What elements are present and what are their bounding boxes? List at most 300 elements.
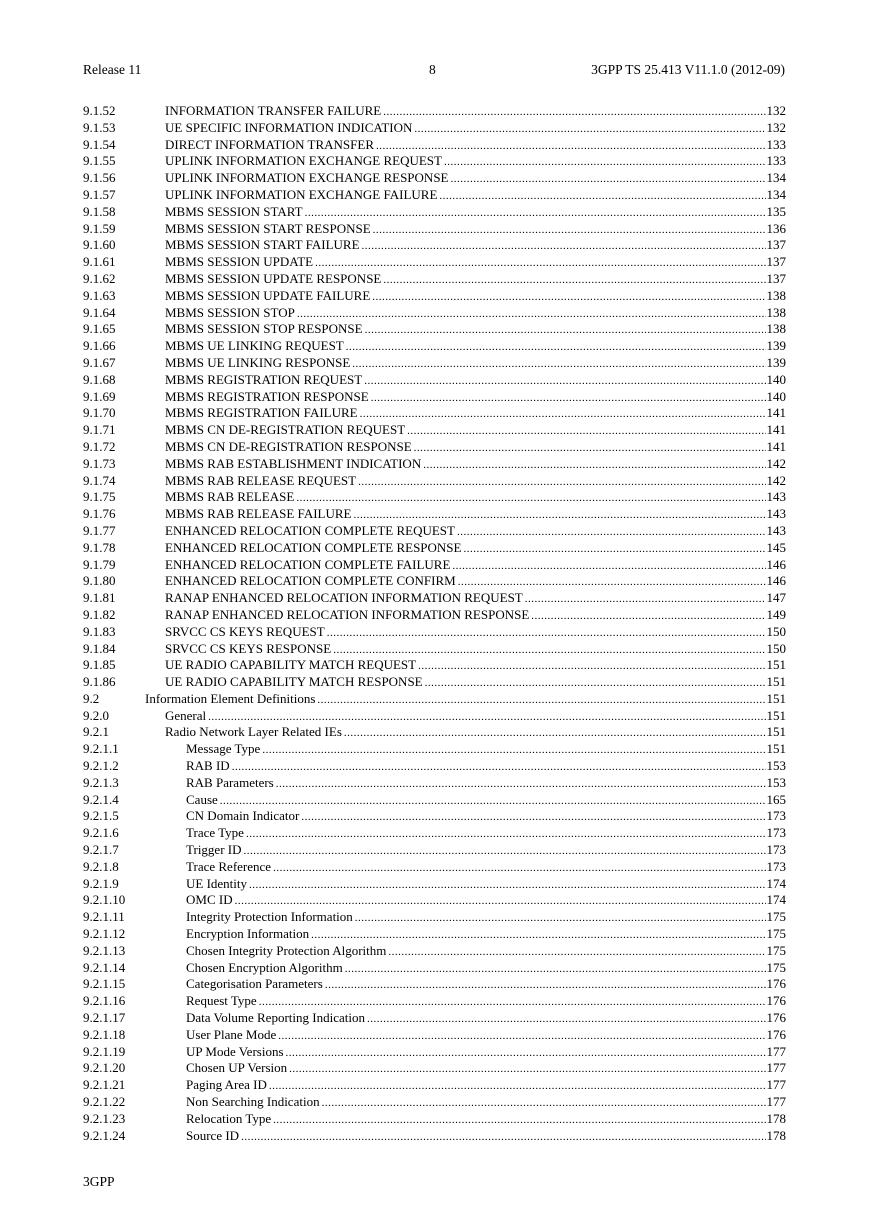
toc-section-title: MBMS CN DE-REGISTRATION REQUEST [165, 422, 406, 438]
spec-identifier: 3GPP TS 25.413 V11.1.0 (2012-09) [591, 62, 785, 77]
toc-dot-leader [315, 255, 765, 272]
toc-entry[interactable] [83, 355, 786, 372]
toc-section-title: Paging Area ID [186, 1077, 267, 1093]
toc-entry[interactable] [83, 338, 786, 355]
toc-page-number: 175 [766, 959, 786, 975]
toc-section-number: 9.1.54 [83, 136, 116, 152]
toc-section-title: RAB Parameters [186, 774, 274, 790]
toc-entry[interactable] [83, 439, 786, 456]
toc-entry[interactable] [83, 842, 786, 859]
toc-dot-leader [208, 709, 765, 726]
toc-page-number: 139 [766, 354, 786, 370]
toc-dot-leader [418, 658, 765, 675]
toc-section-title: RAB ID [186, 758, 230, 774]
toc-page-number: 176 [766, 993, 786, 1009]
toc-entry[interactable] [83, 473, 786, 490]
toc-page-number: 153 [766, 758, 786, 774]
toc-dot-leader [439, 188, 765, 205]
toc-page-number: 135 [766, 203, 786, 219]
toc-dot-leader [383, 104, 765, 121]
toc-dot-leader [241, 1129, 765, 1146]
toc-dot-leader [249, 877, 765, 894]
toc-entry[interactable] [83, 808, 786, 825]
toc-entry[interactable] [83, 607, 786, 624]
toc-section-number: 9.2.1.23 [83, 1110, 126, 1126]
toc-entry[interactable] [83, 1094, 786, 1111]
toc-page-number: 141 [766, 422, 786, 438]
toc-section-number: 9.1.85 [83, 657, 116, 673]
toc-dot-leader [367, 1011, 766, 1028]
toc-section-number: 9.1.81 [83, 590, 116, 606]
toc-section-title: UE RADIO CAPABILITY MATCH REQUEST [165, 657, 417, 673]
toc-dot-leader [333, 642, 765, 659]
toc-page-number: 140 [766, 388, 786, 404]
toc-page-number: 132 [766, 103, 786, 118]
toc-dot-leader [362, 238, 766, 255]
toc-entry[interactable] [83, 153, 786, 170]
toc-dot-leader [451, 171, 766, 188]
toc-section-title: INFORMATION TRANSFER FAILURE [165, 103, 382, 118]
toc-page-number: 173 [766, 842, 786, 858]
toc-page-number: 138 [766, 287, 786, 303]
toc-section-number: 9.1.74 [83, 472, 116, 488]
toc-dot-leader [364, 373, 765, 390]
toc-section-number: 9.2.1.11 [83, 909, 125, 925]
toc-section-number: 9.1.77 [83, 522, 116, 538]
toc-section-title: MBMS REGISTRATION FAILURE [165, 405, 358, 421]
toc-section-title: UPLINK INFORMATION EXCHANGE REQUEST [165, 153, 442, 169]
toc-page-number: 174 [766, 875, 786, 891]
toc-page-number: 151 [766, 741, 786, 757]
toc-dot-leader [327, 625, 766, 642]
toc-entry[interactable] [83, 305, 786, 322]
toc-page-number: 173 [766, 825, 786, 841]
toc-section-number: 9.1.83 [83, 623, 116, 639]
toc-dot-leader [458, 574, 766, 591]
toc-section-number: 9.2.1.16 [83, 993, 126, 1009]
toc-entry[interactable] [83, 892, 786, 909]
toc-page-number: 143 [766, 522, 786, 538]
toc-entry[interactable] [83, 288, 786, 305]
toc-section-number: 9.1.63 [83, 287, 116, 303]
toc-dot-leader [525, 591, 766, 608]
toc-entry[interactable] [83, 825, 786, 842]
toc-page-number: 178 [766, 1127, 786, 1143]
toc-dot-leader [373, 222, 766, 239]
toc-entry[interactable] [83, 674, 786, 691]
toc-dot-leader [246, 826, 766, 843]
toc-dot-leader [414, 121, 765, 138]
release-label: Release 11 [83, 62, 142, 77]
toc-section-number: 9.2.1 [83, 724, 109, 740]
toc-dot-leader [425, 675, 766, 692]
toc-section-title: Trigger ID [186, 842, 242, 858]
toc-dot-leader [365, 322, 766, 339]
toc-entry[interactable] [83, 1027, 786, 1044]
toc-section-number: 9.2.1.22 [83, 1094, 126, 1110]
toc-dot-leader [344, 725, 766, 742]
toc-dot-leader [360, 406, 766, 423]
toc-dot-leader [352, 356, 765, 373]
toc-page-number: 141 [766, 438, 786, 454]
toc-page-number: 139 [766, 338, 786, 354]
toc-dot-leader [269, 1078, 766, 1095]
toc-section-number: 9.1.65 [83, 321, 116, 337]
toc-page-number: 136 [766, 220, 786, 236]
toc-page-number: 143 [766, 489, 786, 505]
toc-page-number: 175 [766, 909, 786, 925]
toc-entry[interactable] [83, 741, 786, 758]
toc-section-title: MBMS UE LINKING REQUEST [165, 338, 344, 354]
toc-section-number: 9.1.76 [83, 506, 116, 522]
toc-dot-leader [278, 1028, 765, 1045]
toc-page-number: 173 [766, 808, 786, 824]
toc-section-number: 9.1.64 [83, 304, 116, 320]
toc-entry[interactable] [83, 103, 786, 120]
toc-section-number: 9.2.1.12 [83, 926, 126, 942]
toc-section-title: Source ID [186, 1127, 240, 1143]
toc-dot-leader [297, 306, 766, 323]
toc-entry[interactable] [83, 557, 786, 574]
toc-dot-leader [317, 692, 765, 709]
toc-section-number: 9.1.59 [83, 220, 116, 236]
toc-section-number: 9.1.57 [83, 186, 116, 202]
toc-section-title: Radio Network Layer Related IEs [165, 724, 342, 740]
toc-entry[interactable] [83, 775, 786, 792]
toc-section-number: 9.1.55 [83, 153, 116, 169]
toc-section-title: MBMS RAB RELEASE REQUEST [165, 472, 357, 488]
toc-section-number: 9.2.1.19 [83, 1043, 126, 1059]
toc-page-number: 146 [766, 556, 786, 572]
toc-section-title: MBMS REGISTRATION RESPONSE [165, 388, 369, 404]
toc-page-number: 147 [766, 590, 786, 606]
toc-dot-leader [345, 961, 766, 978]
toc-section-title: SRVCC CS KEYS REQUEST [165, 623, 325, 639]
toc-entry[interactable] [83, 254, 786, 271]
toc-section-number: 9.1.58 [83, 203, 116, 219]
toc-section-number: 9.1.84 [83, 640, 116, 656]
toc-section-number: 9.1.70 [83, 405, 116, 421]
toc-section-title: Information Element Definitions [145, 690, 316, 706]
toc-dot-leader [383, 272, 765, 289]
toc-page-number: 133 [766, 136, 786, 152]
toc-dot-leader [286, 1045, 766, 1062]
toc-entry[interactable] [83, 976, 786, 993]
toc-section-number: 9.2.1.17 [83, 1010, 126, 1026]
toc-section-title: Data Volume Reporting Indication [186, 1010, 365, 1026]
toc-page-number: 132 [766, 119, 786, 135]
toc-section-number: 9.1.60 [83, 237, 116, 253]
toc-section-title: General [165, 707, 207, 723]
page-number: 8 [429, 62, 436, 77]
toc-entry[interactable] [83, 422, 786, 439]
toc-section-title: UPLINK INFORMATION EXCHANGE RESPONSE [165, 170, 449, 186]
toc-section-title: MBMS RAB RELEASE FAILURE [165, 506, 352, 522]
page-footer: 3GPP [83, 1174, 115, 1189]
toc-dot-leader [414, 440, 766, 457]
toc-dot-leader [457, 524, 766, 541]
toc-section-title: Chosen Integrity Protection Algorithm [186, 942, 387, 958]
toc-section-number: 9.1.80 [83, 573, 116, 589]
toc-section-title: MBMS RAB RELEASE [165, 489, 295, 505]
toc-page-number: 176 [766, 1026, 786, 1042]
toc-page-number: 137 [766, 270, 786, 286]
toc-page-number: 141 [766, 405, 786, 421]
toc-section-number: 9.1.53 [83, 119, 116, 135]
toc-section-number: 9.1.71 [83, 422, 116, 438]
toc-section-title: MBMS SESSION START RESPONSE [165, 220, 371, 236]
toc-page-number: 143 [766, 506, 786, 522]
toc-dot-leader [235, 893, 766, 910]
toc-section-title: Trace Reference [186, 858, 272, 874]
toc-entry[interactable] [83, 1010, 786, 1027]
table-of-contents [83, 103, 786, 1144]
toc-section-number: 9.1.62 [83, 270, 116, 286]
toc-entry[interactable] [83, 489, 786, 506]
toc-section-number: 9.2.1.24 [83, 1127, 126, 1143]
toc-section-number: 9.2.0 [83, 707, 109, 723]
toc-page-number: 177 [766, 1060, 786, 1076]
toc-page-number: 134 [766, 170, 786, 186]
toc-entry[interactable] [83, 372, 786, 389]
toc-entry[interactable] [83, 221, 786, 238]
toc-section-title: ENHANCED RELOCATION COMPLETE RESPONSE [165, 539, 462, 555]
toc-entry[interactable] [83, 641, 786, 658]
toc-dot-leader [463, 541, 765, 558]
toc-section-title: UPLINK INFORMATION EXCHANGE FAILURE [165, 186, 438, 202]
toc-entry[interactable] [83, 708, 786, 725]
toc-section-number: 9.1.86 [83, 674, 116, 690]
toc-page-number: 176 [766, 976, 786, 992]
toc-section-title: UE SPECIFIC INFORMATION INDICATION [165, 119, 413, 135]
toc-page-number: 151 [766, 724, 786, 740]
toc-section-title: UP Mode Versions [186, 1043, 284, 1059]
toc-entry[interactable] [83, 724, 786, 741]
toc-page-number: 137 [766, 237, 786, 253]
toc-section-number: 9.2.1.8 [83, 858, 119, 874]
toc-section-number: 9.1.72 [83, 438, 116, 454]
toc-dot-leader [296, 490, 765, 507]
toc-section-number: 9.2.1.14 [83, 959, 126, 975]
toc-section-number: 9.2.1.20 [83, 1060, 126, 1076]
toc-entry[interactable] [83, 523, 786, 540]
toc-section-number: 9.1.61 [83, 254, 116, 270]
toc-section-number: 9.2.1.7 [83, 842, 119, 858]
toc-dot-leader [355, 910, 766, 927]
toc-page-number: 138 [766, 304, 786, 320]
toc-dot-leader [358, 474, 765, 491]
toc-page-number: 151 [766, 690, 786, 706]
toc-page-number: 150 [766, 640, 786, 656]
toc-section-number: 9.1.82 [83, 606, 116, 622]
toc-dot-leader [301, 809, 765, 826]
toc-section-title: MBMS SESSION UPDATE [165, 254, 314, 270]
toc-page-number: 174 [766, 892, 786, 908]
toc-section-title: Non Searching Indication [186, 1094, 320, 1110]
toc-page-number: 145 [766, 539, 786, 555]
toc-section-number: 9.1.67 [83, 354, 116, 370]
toc-page-number: 176 [766, 1010, 786, 1026]
toc-page-number: 177 [766, 1077, 786, 1093]
toc-section-number: 9.2.1.10 [83, 892, 126, 908]
toc-page-number: 151 [766, 674, 786, 690]
toc-section-title: Cause [186, 791, 218, 807]
toc-section-title: RANAP ENHANCED RELOCATION INFORMATION RESPONSE [165, 606, 530, 622]
toc-section-title: MBMS SESSION START FAILURE [165, 237, 360, 253]
toc-page-number: 151 [766, 707, 786, 723]
toc-page-number: 153 [766, 774, 786, 790]
toc-dot-leader [531, 608, 765, 625]
toc-entry[interactable] [83, 657, 786, 674]
toc-section-title: RANAP ENHANCED RELOCATION INFORMATION REQUEST [165, 590, 523, 606]
toc-entry[interactable] [83, 876, 786, 893]
toc-section-number: 9.1.79 [83, 556, 116, 572]
toc-section-number: 9.1.52 [83, 103, 116, 118]
toc-section-title: Integrity Protection Information [186, 909, 353, 925]
toc-dot-leader [259, 994, 766, 1011]
toc-section-title: Chosen UP Version [186, 1060, 288, 1076]
toc-entry[interactable] [83, 1111, 786, 1128]
toc-entry[interactable] [83, 204, 786, 221]
toc-entry[interactable] [83, 573, 786, 590]
toc-page-number: 134 [766, 186, 786, 202]
toc-entry[interactable] [83, 792, 786, 809]
toc-page-number: 133 [766, 153, 786, 169]
toc-dot-leader [407, 423, 765, 440]
toc-entry[interactable] [83, 389, 786, 406]
toc-dot-leader [232, 759, 766, 776]
toc-section-number: 9.2.1.5 [83, 808, 119, 824]
toc-dot-leader [452, 558, 765, 575]
toc-entry[interactable] [83, 859, 786, 876]
toc-section-title: Encryption Information [186, 926, 310, 942]
toc-page-number: 149 [766, 606, 786, 622]
toc-section-number: 9.2.1.15 [83, 976, 126, 992]
toc-entry[interactable] [83, 120, 786, 137]
toc-section-title: MBMS SESSION UPDATE RESPONSE [165, 270, 382, 286]
toc-dot-leader [444, 154, 766, 171]
toc-entry[interactable] [83, 590, 786, 607]
toc-section-title: SRVCC CS KEYS RESPONSE [165, 640, 332, 656]
toc-entry[interactable] [83, 960, 786, 977]
toc-entry[interactable] [83, 993, 786, 1010]
toc-dot-leader [311, 927, 765, 944]
toc-dot-leader [376, 138, 766, 155]
toc-section-title: ENHANCED RELOCATION COMPLETE REQUEST [165, 522, 455, 538]
toc-page-number: 177 [766, 1094, 786, 1110]
toc-dot-leader [276, 776, 766, 793]
toc-entry[interactable] [83, 1128, 786, 1145]
toc-entry[interactable] [83, 758, 786, 775]
toc-entry[interactable] [83, 1077, 786, 1094]
toc-section-title: ENHANCED RELOCATION COMPLETE CONFIRM [165, 573, 456, 589]
toc-section-number: 9.2.1.3 [83, 774, 119, 790]
toc-dot-leader [346, 339, 766, 356]
toc-entry[interactable] [83, 1044, 786, 1061]
toc-entry[interactable] [83, 624, 786, 641]
toc-dot-leader [388, 944, 765, 961]
toc-entry[interactable] [83, 405, 786, 422]
toc-page-number: 137 [766, 254, 786, 270]
toc-entry[interactable] [83, 909, 786, 926]
toc-page-number: 150 [766, 623, 786, 639]
toc-dot-leader [305, 205, 766, 222]
toc-entry[interactable] [83, 187, 786, 204]
toc-page-number: 173 [766, 858, 786, 874]
toc-page-number: 175 [766, 926, 786, 942]
toc-entry[interactable] [83, 926, 786, 943]
toc-dot-leader [289, 1061, 765, 1078]
toc-section-title: OMC ID [186, 892, 233, 908]
toc-dot-leader [372, 289, 765, 306]
toc-section-title: CN Domain Indicator [186, 808, 300, 824]
toc-entry[interactable] [83, 506, 786, 523]
toc-entry[interactable] [83, 137, 786, 154]
toc-dot-leader [322, 1095, 766, 1112]
toc-page-number: 177 [766, 1043, 786, 1059]
page-header [83, 62, 785, 78]
toc-entry[interactable] [83, 237, 786, 254]
toc-section-title: UE Identity [186, 875, 248, 891]
toc-section-number: 9.1.68 [83, 371, 116, 387]
toc-section-title: Chosen Encryption Algorithm [186, 959, 343, 975]
toc-section-title: DIRECT INFORMATION TRANSFER [165, 136, 374, 152]
toc-section-number: 9.2.1.1 [83, 741, 119, 757]
toc-section-title: UE RADIO CAPABILITY MATCH RESPONSE [165, 674, 423, 690]
toc-section-number: 9.1.66 [83, 338, 116, 354]
toc-section-title: MBMS UE LINKING RESPONSE [165, 354, 351, 370]
toc-entry[interactable] [83, 271, 786, 288]
toc-section-number: 9.2.1.9 [83, 875, 119, 891]
toc-dot-leader [244, 843, 766, 860]
toc-entry[interactable] [83, 456, 786, 473]
toc-section-title: MBMS SESSION START [165, 203, 303, 219]
toc-dot-leader [371, 390, 766, 407]
toc-section-title: Relocation Type [186, 1110, 272, 1126]
toc-section-number: 9.2 [83, 690, 100, 706]
toc-entry[interactable] [83, 943, 786, 960]
toc-dot-leader [325, 977, 766, 994]
toc-dot-leader [220, 793, 766, 810]
toc-dot-leader [273, 1112, 765, 1129]
toc-page-number: 140 [766, 371, 786, 387]
toc-dot-leader [262, 742, 765, 759]
toc-section-number: 9.1.73 [83, 455, 116, 471]
toc-dot-leader [273, 860, 765, 877]
toc-section-title: Trace Type [186, 825, 244, 841]
toc-page-number: 178 [766, 1110, 786, 1126]
toc-section-title: MBMS SESSION STOP [165, 304, 295, 320]
toc-section-number: 9.2.1.6 [83, 825, 119, 841]
toc-section-number: 9.2.1.13 [83, 942, 126, 958]
toc-section-number: 9.2.1.4 [83, 791, 119, 807]
toc-section-title: Categorisation Parameters [186, 976, 323, 992]
toc-section-title: User Plane Mode [186, 1026, 277, 1042]
toc-entry[interactable] [83, 170, 786, 187]
toc-entry[interactable] [83, 691, 786, 708]
toc-entry[interactable] [83, 321, 786, 338]
toc-section-number: 9.2.1.18 [83, 1026, 126, 1042]
toc-page-number: 138 [766, 321, 786, 337]
toc-page-number: 165 [766, 791, 786, 807]
toc-section-title: MBMS RAB ESTABLISHMENT INDICATION [165, 455, 422, 471]
toc-section-title: MBMS SESSION STOP RESPONSE [165, 321, 363, 337]
toc-entry[interactable] [83, 540, 786, 557]
toc-entry[interactable] [83, 1060, 786, 1077]
toc-section-title: Message Type [186, 741, 261, 757]
toc-section-number: 9.2.1.2 [83, 758, 119, 774]
toc-page-number: 151 [766, 657, 786, 673]
